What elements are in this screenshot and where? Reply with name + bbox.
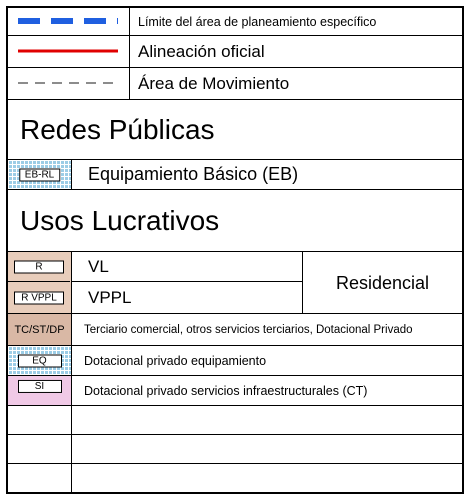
alignment-symbol [8,36,130,67]
legend-row-residencial [8,252,462,314]
legend-row-movement [8,68,462,100]
residencial-label: Residencial [335,272,430,293]
legend-row-redes [8,100,462,160]
tc-tag: TC/ST/DP [14,323,65,336]
eq-tag: EQ [18,354,62,367]
eq-label: Dotacional privado equipamiento [84,353,267,368]
legend-row-eb [8,160,462,190]
vppl-label: VPPL [88,288,132,307]
rvppl-tag: R VPPL [14,292,64,305]
legend-row-tc [8,314,462,346]
eb-tag: EB-RL [19,168,60,181]
legend-row-eq [8,346,462,376]
empty-symbol-cell [8,435,72,463]
movement-dash-line [8,68,128,98]
legend-row-empty [8,435,462,464]
eq-symbol [8,346,72,375]
alignment-label: Alineación oficial [138,41,265,61]
legend-row-empty [8,464,462,492]
legend-row-limit [8,8,462,36]
empty-symbol-cell [8,406,72,434]
si-symbol [8,376,72,405]
eb-label: Equipamiento Básico (EB) [88,164,299,184]
si-tag: SI [18,379,62,392]
si-label: Dotacional privado servicios infraestructurales (CT) [84,383,368,398]
r-tag: R [14,260,64,273]
rvppl-symbol [8,282,70,314]
legend-table [6,6,464,494]
legend-row-usos [8,190,462,252]
r-symbol [8,252,70,282]
empty-symbol-cell [8,464,72,492]
vl-label: VL [88,256,109,276]
movement-symbol [8,68,130,99]
movement-label: Área de Movimiento [138,73,290,93]
limit-symbol [8,8,130,35]
tc-label: Terciario comercial, otros servicios terciarios, Dotacional Privado [84,323,413,336]
usos-heading: Usos Lucrativos [20,204,220,236]
vl-cell [72,252,303,282]
vppl-cell [72,282,303,314]
limit-dash-line [8,8,128,34]
legend-row-alignment [8,36,462,68]
limit-label: Límite del área de planeamiento específico [138,14,377,29]
legend-row-si [8,376,462,406]
residential-symbols [8,252,72,313]
eb-symbol [8,160,72,189]
tc-symbol [8,314,72,345]
redes-heading: Redes Públicas [20,113,215,145]
legend-row-empty [8,406,462,435]
alignment-line [8,36,128,66]
